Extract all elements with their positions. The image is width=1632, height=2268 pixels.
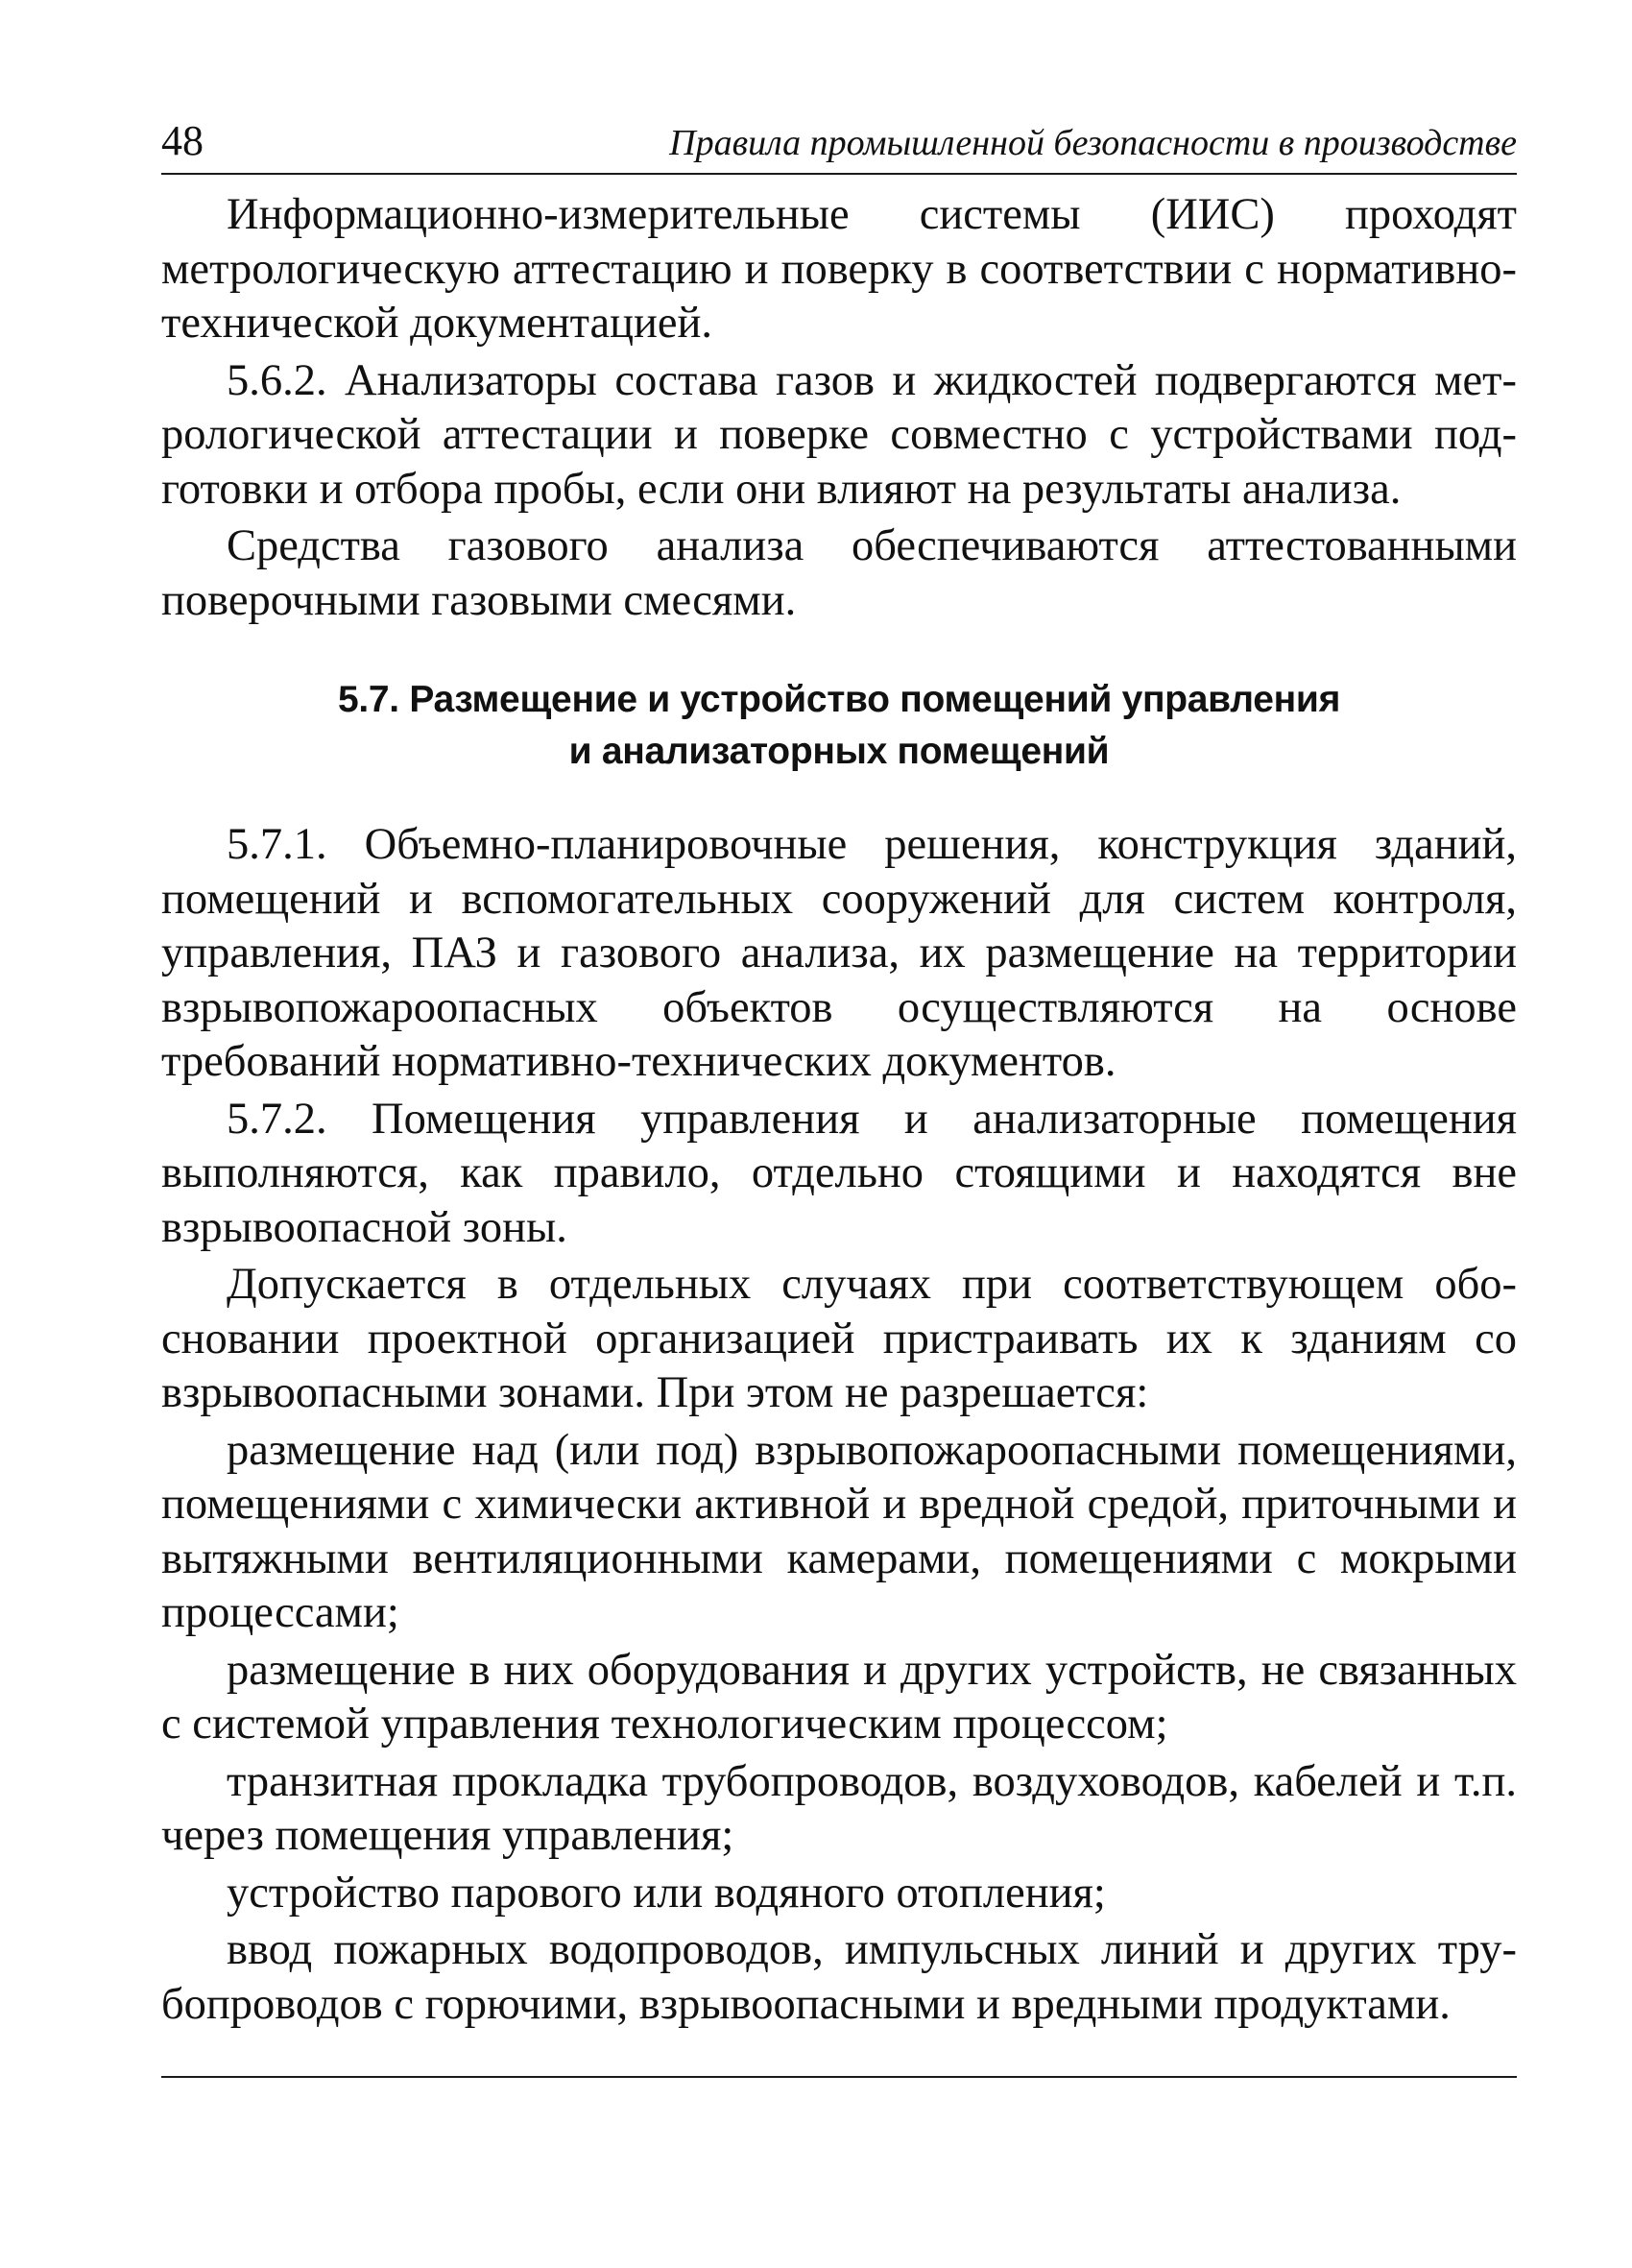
list-item-paragraph: размещение в них оборудования и других устройств, не связанных с системой управления технологическим процессом;	[161, 1645, 1517, 1749]
section-heading-line: и анализаторных помещений	[568, 731, 1110, 772]
footer-rule	[161, 2076, 1517, 2078]
paragraph: 5.6.2. Анализаторы состава газов и жидкостей подвергаются метрологической аттестации и поверке совместно с устройствами подготовки и отбора пробы, если они влияют на результаты анализа.	[161, 355, 1517, 514]
paragraph: 5.7.1. Объемно-планировочные решения, конструкция зданий, помещений и вспомогательных сооружений для систем контроля, управления, ПАЗ и газового анализа, их размещение на территории взрывопожароопасных объектов осуществляются на основе требований нормативно-технических документов.	[161, 820, 1517, 1086]
paragraph: Информационно-измерительные системы (ИИС) проходят метрологическую аттестацию и поверку в соответствии с нормативно-технической документацией.	[161, 190, 1517, 348]
paragraph: Допускается в отдельных случаях при соответствующем обосновании проектной организацией пристраивать их к зданиям со взрывоопасными зонами. При этом не разрешается:	[161, 1260, 1517, 1417]
section-heading	[161, 674, 1517, 778]
running-title: Правила промышленной безопасности в производстве	[669, 123, 1517, 163]
paragraph: 5.7.2. Помещения управления и анализаторные помещения выполняются, как правило, отдельно стоящими и находятся вне взрывоопасной зоны.	[161, 1094, 1517, 1252]
paragraph: Средства газового анализа обеспечиваются аттестованными поверочными газовыми смесями.	[161, 521, 1517, 625]
page-number: 48	[161, 117, 204, 164]
page-body	[161, 188, 1517, 2032]
running-header	[161, 113, 1517, 175]
section-heading-line: 5.7. Размещение и устройство помещений управления	[337, 679, 1341, 720]
list-item-paragraph: размещение над (или под) взрывопожароопасными помещениями, помещениями с химически активной и вредной средой, приточными и вытяжными вентиляционными камерами, помещениями с мокрыми процессами;	[161, 1425, 1517, 1637]
list-item-paragraph: транзитная прокладка трубопроводов, воздуховодов, кабелей и т.п. через помещения управления;	[161, 1756, 1517, 1860]
list-item-paragraph: устройство парового или водяного отопления;	[227, 1868, 1106, 1918]
list-item-paragraph: ввод пожарных водопроводов, импульсных линий и других трубопроводов с горючими, взрывоопасными и вредными продуктами.	[161, 1925, 1517, 2029]
